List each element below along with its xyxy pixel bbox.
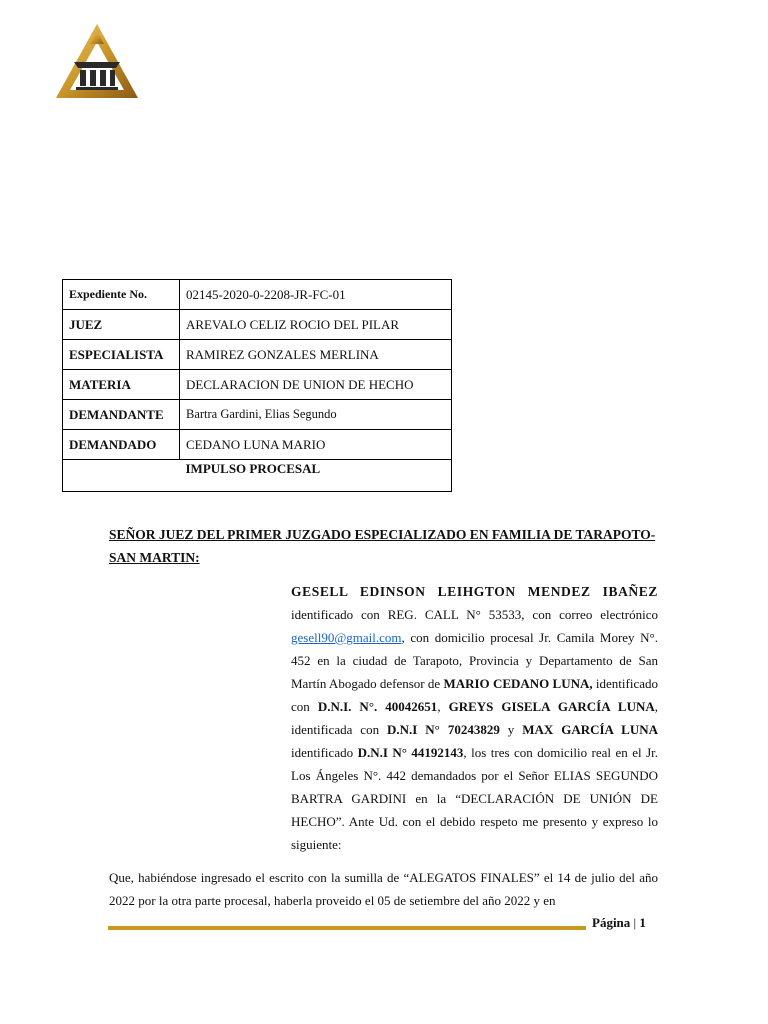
row-label: DEMANDADO (63, 430, 180, 460)
footer-divider (108, 926, 586, 930)
row-label: JUEZ (63, 310, 180, 340)
body-paragraph: Que, habiéndose ingresado el escrito con la sumilla de “ALEGATOS FINALES” el 14 de julio del año 2022 por la otra parte procesal, haberla proveido el 05 de setiembre del año 2022 y en (109, 870, 658, 908)
row-label: Expediente No. (63, 280, 180, 310)
table-row (63, 430, 452, 460)
intro-text: , los tres con domicilio real en el Jr. Los Ángeles N°. 442 demandados por el Señor ELIAS SEGUNDO BARTRA GARDINI en la “DECLARACIÓN DE UNIÓN DE HECHO”. Ante Ud. con el debido respeto me presento y expreso lo siguiente: (291, 745, 658, 852)
row-value: IMPULSO PROCESAL (180, 460, 452, 492)
intro-text: , identificada con (291, 699, 659, 737)
row-value: CEDANO LUNA MARIO (180, 430, 452, 460)
table-row (63, 280, 452, 310)
row-value: RAMIREZ GONZALES MERLINA (180, 340, 452, 370)
table-row (63, 340, 452, 370)
client-dni: D.N.I N° 44192143 (357, 745, 464, 760)
table-row (63, 400, 452, 430)
attorney-name: GESELL EDINSON LEIHGTON MENDEZ IBAÑEZ (291, 584, 658, 599)
row-value: DECLARACION DE UNION DE HECHO (180, 370, 452, 400)
intro-text: , (437, 699, 449, 714)
page-number-footer (592, 915, 646, 931)
intro-text: identificado (291, 745, 358, 760)
row-value: Bartra Gardini, Elias Segundo (180, 400, 452, 430)
table-row (63, 460, 452, 492)
row-value: 02145-2020-0-2208-JR-FC-01 (180, 280, 452, 310)
page-separator: | (633, 915, 637, 930)
row-label: DEMANDANTE (63, 400, 180, 430)
case-info-table (62, 279, 452, 492)
row-label (63, 460, 180, 492)
row-label: MATERIA (63, 370, 180, 400)
table-row (63, 310, 452, 340)
email-link[interactable]: gesell90@gmail.com (291, 630, 402, 645)
court-heading: SEÑOR JUEZ DEL PRIMER JUZGADO ESPECIALIZADO EN FAMILIA DE TARAPOTO-SAN MARTIN: (109, 527, 656, 565)
page-number: 1 (639, 915, 646, 930)
client-name: MARIO CEDANO LUNA, (443, 676, 593, 691)
row-label: ESPECIALISTA (63, 340, 180, 370)
table-row (63, 370, 452, 400)
intro-text: identificado con (291, 676, 658, 714)
row-value: AREVALO CELIZ ROCIO DEL PILAR (180, 310, 452, 340)
client-name: MAX GARCÍA LUNA (522, 722, 658, 737)
intro-text: , con domicilio procesal Jr. Camila Morey N°. 452 en la ciudad de Tarapoto, Provincia y Departamento de San Martín Abogado defensor de (291, 630, 658, 691)
intro-text: identificado con REG. CALL N° 53533, con correo electrónico (291, 607, 658, 622)
page-label: Página (592, 915, 631, 930)
intro-paragraph (291, 580, 658, 856)
law-firm-logo-icon (54, 22, 140, 100)
client-dni: D.N.I. N°. 40042651 (317, 699, 438, 714)
intro-text: y (499, 722, 523, 737)
client-name: GREYS GISELA GARCÍA LUNA (448, 699, 655, 714)
client-dni: D.N.I N° 70243829 (387, 722, 500, 737)
